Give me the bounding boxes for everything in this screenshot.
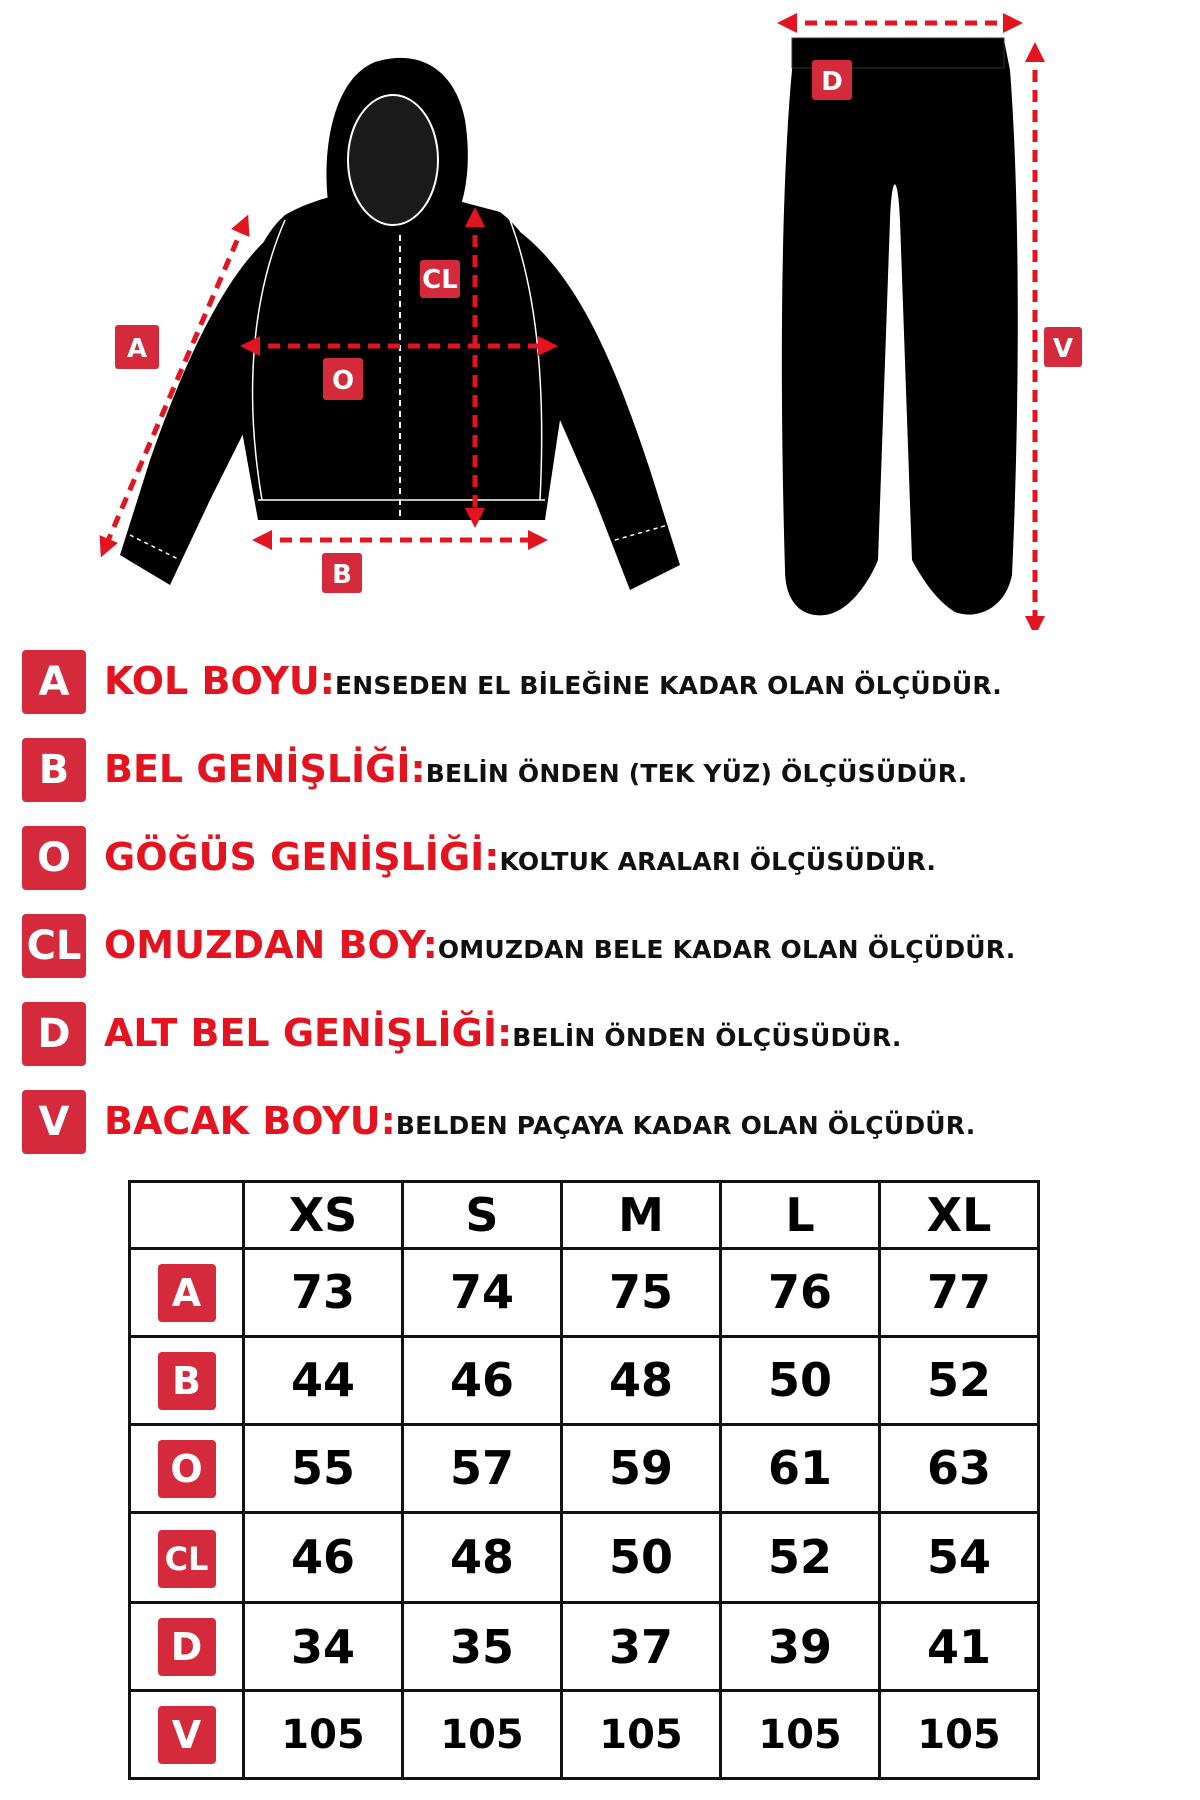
- legend-row-d: [22, 1002, 1182, 1066]
- table-cell: 46: [403, 1336, 562, 1424]
- badge-a-text: A: [126, 334, 148, 364]
- legend-desc: BELİN ÖNDEN ÖLÇÜSÜDÜR.: [512, 1023, 902, 1052]
- table-cell: 74: [403, 1249, 562, 1337]
- table-cell: 57: [403, 1424, 562, 1512]
- table-cell: 50: [562, 1512, 721, 1603]
- legend-row-a: [22, 650, 1182, 714]
- badge-b-text: B: [332, 560, 352, 590]
- table-cell: 63: [880, 1424, 1039, 1512]
- table-cell: 73: [244, 1249, 403, 1337]
- badge-o: [323, 358, 363, 400]
- table-cell: 39: [721, 1603, 880, 1691]
- table-row: [130, 1249, 1039, 1337]
- table-cell: 75: [562, 1249, 721, 1337]
- badge-cl-text: CL: [422, 265, 458, 295]
- table-cell: 44: [244, 1336, 403, 1424]
- table-cell: 52: [721, 1512, 880, 1603]
- table-row: [130, 1691, 1039, 1779]
- row-badge: A: [158, 1264, 216, 1322]
- row-badge: CL: [158, 1530, 216, 1588]
- pants-illustration: [782, 38, 1018, 615]
- table-cell: 48: [562, 1336, 721, 1424]
- table-cell: 41: [880, 1603, 1039, 1691]
- table-cell: 105: [721, 1691, 880, 1779]
- size-header: XS: [244, 1182, 403, 1249]
- badge-v-text: V: [1052, 334, 1074, 364]
- row-badge: O: [158, 1440, 216, 1498]
- badge-d: [812, 60, 852, 100]
- table-cell: 55: [244, 1424, 403, 1512]
- table-cell: 105: [244, 1691, 403, 1779]
- legend-row-o: [22, 826, 1182, 890]
- size-header: L: [721, 1182, 880, 1249]
- legend-badge: A: [22, 650, 86, 714]
- legend-desc: KOLTUK ARALARI ÖLÇÜSÜDÜR.: [499, 847, 937, 876]
- legend-term: ALT BEL GENİŞLİĞİ:: [104, 1011, 513, 1055]
- table-cell: 105: [880, 1691, 1039, 1779]
- table-cell: 76: [721, 1249, 880, 1337]
- table-row: [130, 1603, 1039, 1691]
- legend-badge: D: [22, 1002, 86, 1066]
- legend-badge: CL: [22, 914, 86, 978]
- table-cell: 105: [562, 1691, 721, 1779]
- garment-diagram: [0, 0, 1200, 630]
- table-cell: 77: [880, 1249, 1039, 1337]
- row-badge: V: [158, 1706, 216, 1764]
- badge-b: [322, 553, 362, 593]
- table-cell: 46: [244, 1512, 403, 1603]
- table-cell: 34: [244, 1603, 403, 1691]
- row-badge: D: [158, 1618, 216, 1676]
- table-row: [130, 1336, 1039, 1424]
- table-cell: 48: [403, 1512, 562, 1603]
- size-header: M: [562, 1182, 721, 1249]
- table-cell: 61: [721, 1424, 880, 1512]
- legend-term: GÖĞÜS GENİŞLİĞİ:: [104, 835, 500, 879]
- badge-d-text: D: [821, 67, 843, 97]
- legend-desc: OMUZDAN BELE KADAR OLAN ÖLÇÜDÜR.: [437, 935, 1016, 964]
- legend-term: BACAK BOYU:: [104, 1099, 396, 1143]
- legend-desc: BELDEN PAÇAYA KADAR OLAN ÖLÇÜDÜR.: [395, 1111, 976, 1140]
- badge-cl: [420, 260, 460, 298]
- table-cell: 52: [880, 1336, 1039, 1424]
- table-cell: 105: [403, 1691, 562, 1779]
- badge-a: [115, 325, 159, 369]
- row-badge: B: [158, 1352, 216, 1410]
- size-header: XL: [880, 1182, 1039, 1249]
- table-cell: 54: [880, 1512, 1039, 1603]
- legend-desc: BELİN ÖNDEN (TEK YÜZ) ÖLÇÜSÜDÜR.: [425, 759, 968, 788]
- table-row: [130, 1424, 1039, 1512]
- hoodie-illustration: [120, 58, 680, 590]
- legend-term: BEL GENİŞLİĞİ:: [104, 747, 426, 791]
- corner-cell: [130, 1182, 244, 1249]
- size-header: S: [403, 1182, 562, 1249]
- legend-badge: V: [22, 1090, 86, 1154]
- legend-row-cl: [22, 914, 1182, 978]
- badge-o-text: O: [331, 366, 355, 396]
- table-cell: 59: [562, 1424, 721, 1512]
- legend-badge: O: [22, 826, 86, 890]
- legend-row-b: [22, 738, 1182, 802]
- legend-term: OMUZDAN BOY:: [104, 923, 438, 967]
- legend-badge: B: [22, 738, 86, 802]
- table-cell: 50: [721, 1336, 880, 1424]
- size-table-header-row: [130, 1182, 1039, 1249]
- table-cell: 37: [562, 1603, 721, 1691]
- legend-term: KOL BOYU:: [104, 659, 335, 703]
- table-cell: 35: [403, 1603, 562, 1691]
- size-table: [128, 1180, 1040, 1780]
- badge-v: [1044, 327, 1082, 367]
- legend-desc: ENSEDEN EL BİLEĞİNE KADAR OLAN ÖLÇÜDÜR.: [334, 671, 1002, 700]
- legend-row-v: [22, 1090, 1182, 1154]
- table-row: [130, 1512, 1039, 1603]
